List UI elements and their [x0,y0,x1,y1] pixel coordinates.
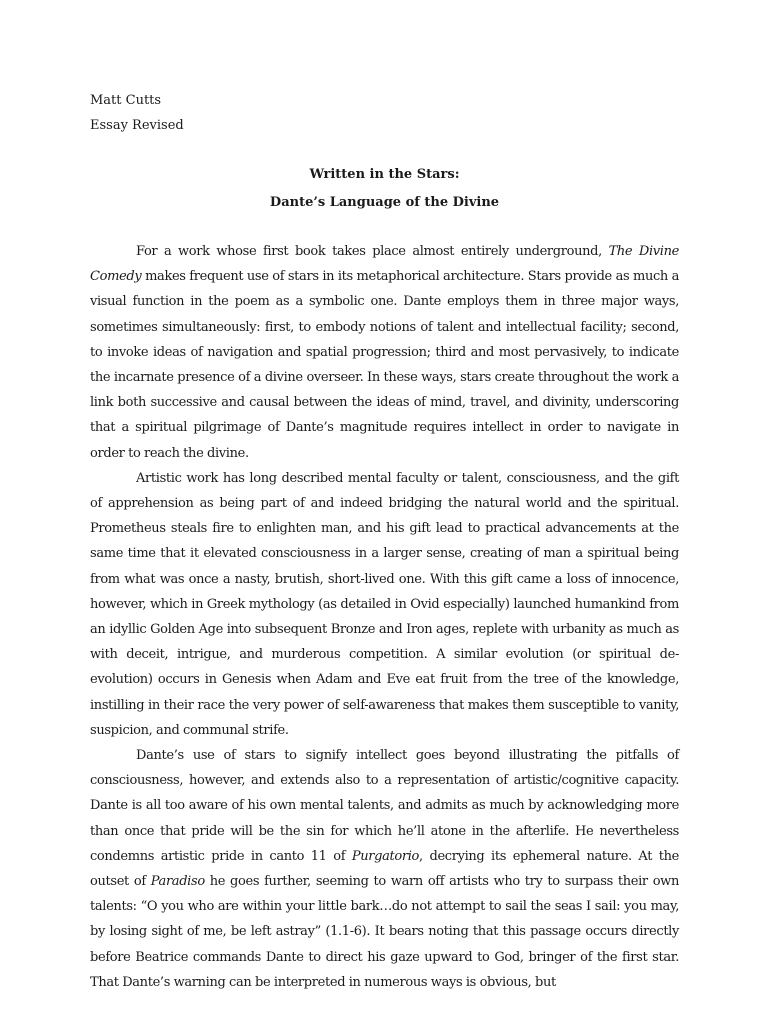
essay-body [90,239,679,995]
title-line-1: Written in the Stars: [309,167,460,182]
paragraph-1-text-b: makes frequent use of stars in its metaphorical architecture. Stars provide as much a visual function in the poem as a symbolic one. Dante employs them in three major ways, sometimes simultaneously: first, to embody notions of talent and intellectual facility; second, to invoke ideas of navigation and spatial progression; third and most pervasively, to indicate the incarnate presence of a divine overseer. In these ways, stars create throughout the work a link both successive and causal between the ideas of mind, travel, and divinity, underscoring that a spiritual pilgrimage of Dante’s magnitude requires intellect in order to navigate in order to reach the divine. [90,269,679,461]
italic-title-paradiso: Paradiso [150,874,205,890]
paragraph-2: Artistic work has long described mental faculty or talent, consciousness, and the gift of apprehension as being part of and indeed bridging the natural world and the spiritual. Prometheus steals fire to enlighten man, and his gift lead to practical advancements at the same time that it elevated consciousness in a larger sense, creating of man a spiritual being from what was once a nasty, brutish, short-lived one. With this gift came a loss of innocence, however, which in Greek mythology (as detailed in Ovid especially) launched humankind from an idyllic Golden Age into subsequent Bronze and Iron ages, replete with urbanity as much as with deceit, intrigue, and murderous competition. A similar evolution (or spiritual de-evolution) occurs in Genesis when Adam and Eve eat fruit from the tree of the knowledge, instilling in their race the very power of self-awareness that makes them susceptible to vanity, suspicion, and communal strife. [90,470,679,738]
paragraph-3 [90,743,679,995]
paragraph-3-text-b: , decrying its ephemeral nature. At the outset of [90,848,680,890]
paragraph-1 [90,239,679,466]
document-page [90,88,679,995]
title-line-2: Dante’s Language of the Divine [269,195,500,210]
title-block [90,161,679,217]
italic-title-purgatorio: Purgatorio [351,848,420,864]
essay-label: Essay Revised [90,118,184,133]
italic-title-divine-comedy: The Divine Comedy [90,244,679,285]
paragraph-3-text-a: Dante’s use of stars to signify intellect goes beyond illustrating the pitfalls of consciousness, however, and extends also to a representation of artistic/cognitive capacity. Dante is all too aware of his own mental talents, and admits as much by acknowledging more than once that pride will be the sin for which he’ll atone in the afterlife. He nevertheless condemns artistic pride in canto 11 of [90,748,679,864]
paragraph-1-text-a: For a work whose first book takes place almost entirely underground, [136,244,602,259]
paragraph-3-text-c: he goes further, seeming to warn off artists who try to surpass their own talents: “O you who are within your little bark…do not attempt to sail the seas I sail: you may, by losing sight of me, be left astray” (1.1-6). It bears noting that this passage occurs directly before Beatrice commands Dante to direct his gaze upward to God, bringer of the first star. That Dante’s warning can be interpreted in numerous ways is obvious, but [90,874,679,990]
author-name: Matt Cutts [90,93,162,108]
